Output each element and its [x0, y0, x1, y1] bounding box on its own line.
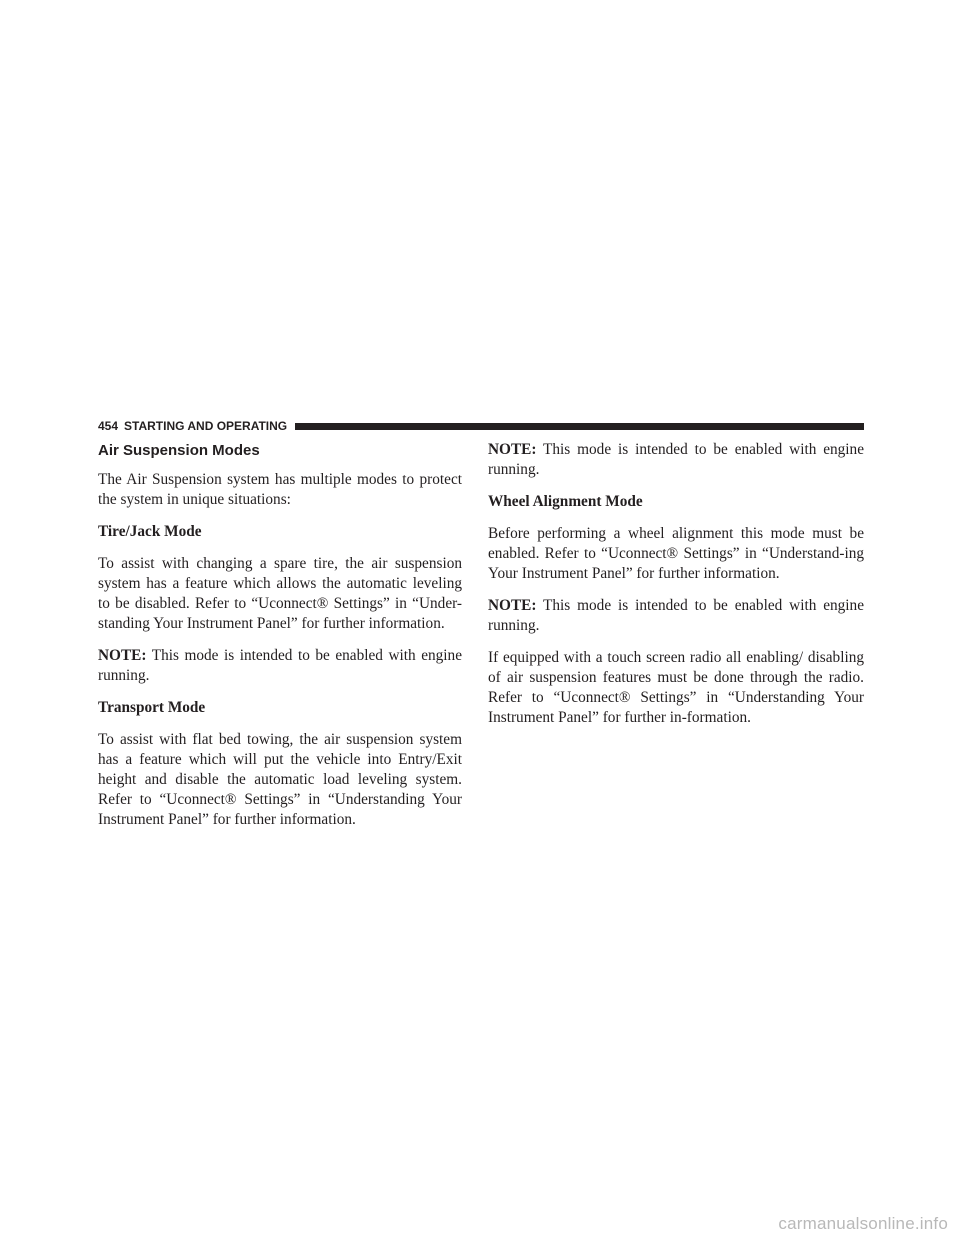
note-label: NOTE:	[98, 647, 147, 664]
note-paragraph	[98, 646, 462, 686]
section-title: STARTING AND OPERATING	[124, 419, 288, 433]
transport-mode-heading: Transport Mode	[98, 699, 206, 716]
intro-paragraph: The Air Suspension system has multiple modes to protect the system in unique situations:	[98, 471, 462, 508]
note-paragraph	[488, 440, 864, 480]
tire-jack-mode-paragraph: To assist with changing a spare tire, the air suspension system has a feature which allows the automatic leveling to be disabled. Refer to “Uconnect® Settings” in “Under-standing Your Instrument Panel” for further information.	[98, 555, 462, 632]
note-label: NOTE:	[488, 597, 537, 614]
note-text: This mode is intended to be enabled with engine running.	[488, 597, 864, 634]
wheel-alignment-mode-heading: Wheel Alignment Mode	[488, 493, 643, 510]
page-number: 454	[98, 419, 119, 433]
note-label: NOTE:	[488, 441, 537, 458]
touchscreen-paragraph: If equipped with a touch screen radio all enabling/ disabling of air suspension features must be done through the radio. Refer to “Uconnect® Settings” in “Understanding Your Instrument Panel” for further in-formation.	[488, 649, 864, 726]
note-paragraph	[488, 596, 864, 636]
section-heading: Air Suspension Modes	[98, 442, 260, 459]
wheel-alignment-mode-paragraph: Before performing a wheel alignment this mode must be enabled. Refer to “Uconnect® Settings” in “Understand-ing Your Instrument Panel” for further information.	[488, 525, 864, 582]
watermark: carmanualsonline.info	[778, 1214, 948, 1233]
header-rule	[295, 423, 864, 430]
note-text: This mode is intended to be enabled with engine running.	[488, 441, 864, 478]
left-column	[98, 440, 462, 842]
page-header	[98, 419, 864, 433]
transport-mode-paragraph: To assist with flat bed towing, the air suspension system has a feature which will put the vehicle into Entry/Exit height and disable the automatic load leveling system. Refer to “Uconnect® Settings” in “Understanding Your Instrument Panel” for further information.	[98, 731, 462, 828]
note-text: This mode is intended to be enabled with engine running.	[98, 647, 462, 684]
right-column	[488, 440, 864, 740]
tire-jack-mode-heading: Tire/Jack Mode	[98, 523, 202, 540]
